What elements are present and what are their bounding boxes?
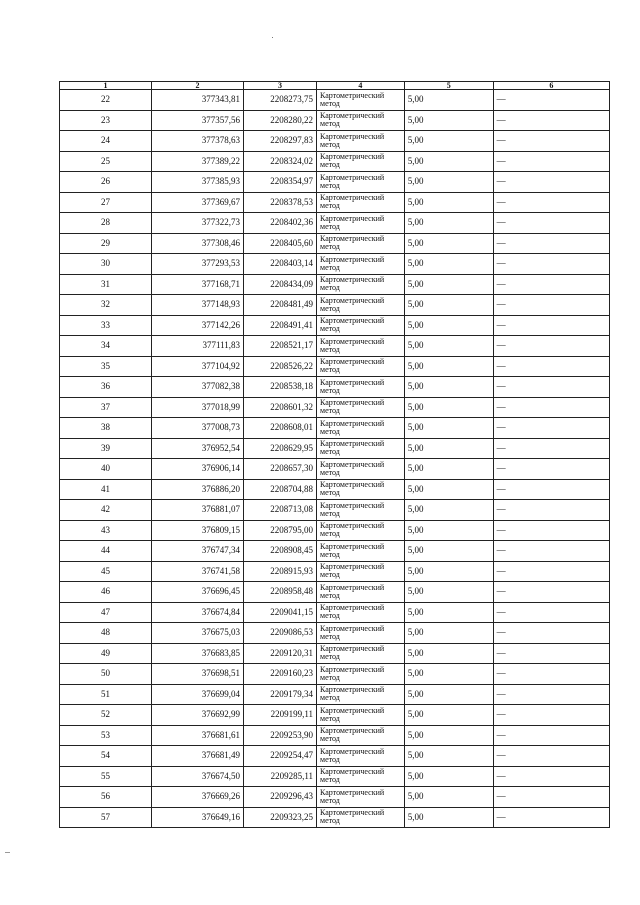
method-cell: Картометрический метод — [317, 213, 405, 234]
accuracy-cell: 5,00 — [404, 643, 493, 664]
x-coordinate-cell: 376952,54 — [152, 438, 244, 459]
y-coordinate-cell: 2208958,48 — [244, 582, 317, 603]
header-cell: 3 — [244, 82, 317, 90]
point-number-cell: 26 — [60, 172, 152, 193]
accuracy-cell: 5,00 — [404, 192, 493, 213]
y-coordinate-cell: 2208795,00 — [244, 520, 317, 541]
accuracy-cell: 5,00 — [404, 110, 493, 131]
x-coordinate-cell: 376692,99 — [152, 705, 244, 726]
y-coordinate-cell: 2208378,53 — [244, 192, 317, 213]
table-row — [60, 397, 610, 418]
method-cell: Картометрический метод — [317, 418, 405, 439]
accuracy-cell: 5,00 — [404, 131, 493, 152]
x-coordinate-cell: 377142,26 — [152, 315, 244, 336]
method-cell: Картометрический метод — [317, 725, 405, 746]
note-cell: — — [493, 336, 609, 357]
point-number-cell: 52 — [60, 705, 152, 726]
point-number-cell: 53 — [60, 725, 152, 746]
scan-mark — [5, 852, 10, 853]
y-coordinate-cell: 2208538,18 — [244, 377, 317, 398]
method-cell: Картометрический метод — [317, 131, 405, 152]
method-cell: Картометрический метод — [317, 807, 405, 828]
note-cell: — — [493, 479, 609, 500]
table-row — [60, 746, 610, 767]
method-cell: Картометрический метод — [317, 520, 405, 541]
table-row — [60, 602, 610, 623]
point-number-cell: 34 — [60, 336, 152, 357]
point-number-cell: 44 — [60, 541, 152, 562]
x-coordinate-cell: 377308,46 — [152, 233, 244, 254]
note-cell: — — [493, 438, 609, 459]
accuracy-cell: 5,00 — [404, 315, 493, 336]
x-coordinate-cell: 377357,56 — [152, 110, 244, 131]
note-cell: — — [493, 766, 609, 787]
y-coordinate-cell: 2208405,60 — [244, 233, 317, 254]
method-cell: Картометрический метод — [317, 500, 405, 521]
note-cell: — — [493, 807, 609, 828]
x-coordinate-cell: 376669,26 — [152, 787, 244, 808]
point-number-cell: 30 — [60, 254, 152, 275]
point-number-cell: 42 — [60, 500, 152, 521]
y-coordinate-cell: 2209254,47 — [244, 746, 317, 767]
accuracy-cell: 5,00 — [404, 684, 493, 705]
scan-dot — [272, 37, 273, 38]
point-number-cell: 56 — [60, 787, 152, 808]
table-row — [60, 213, 610, 234]
point-number-cell: 32 — [60, 295, 152, 316]
x-coordinate-cell: 377148,93 — [152, 295, 244, 316]
y-coordinate-cell: 2209253,90 — [244, 725, 317, 746]
table-row — [60, 131, 610, 152]
point-number-cell: 35 — [60, 356, 152, 377]
accuracy-cell: 5,00 — [404, 500, 493, 521]
y-coordinate-cell: 2208915,93 — [244, 561, 317, 582]
note-cell: — — [493, 172, 609, 193]
header-cell: 1 — [60, 82, 152, 90]
method-cell: Картометрический метод — [317, 459, 405, 480]
table-row — [60, 459, 610, 480]
x-coordinate-cell: 377322,73 — [152, 213, 244, 234]
y-coordinate-cell: 2208601,32 — [244, 397, 317, 418]
x-coordinate-cell: 376741,58 — [152, 561, 244, 582]
x-coordinate-cell: 376696,45 — [152, 582, 244, 603]
point-number-cell: 28 — [60, 213, 152, 234]
table-row — [60, 541, 610, 562]
method-cell: Картометрический метод — [317, 90, 405, 111]
y-coordinate-cell: 2208608,01 — [244, 418, 317, 439]
point-number-cell: 40 — [60, 459, 152, 480]
table-row — [60, 582, 610, 603]
note-cell: — — [493, 418, 609, 439]
x-coordinate-cell: 376809,15 — [152, 520, 244, 541]
point-number-cell: 31 — [60, 274, 152, 295]
point-number-cell: 37 — [60, 397, 152, 418]
note-cell: — — [493, 500, 609, 521]
x-coordinate-cell: 377385,93 — [152, 172, 244, 193]
table-body — [60, 82, 610, 828]
y-coordinate-cell: 2209086,53 — [244, 623, 317, 644]
accuracy-cell: 5,00 — [404, 90, 493, 111]
note-cell: — — [493, 274, 609, 295]
header-row — [60, 82, 610, 90]
y-coordinate-cell: 2209296,43 — [244, 787, 317, 808]
method-cell: Картометрический метод — [317, 377, 405, 398]
note-cell: — — [493, 684, 609, 705]
accuracy-cell: 5,00 — [404, 664, 493, 685]
accuracy-cell: 5,00 — [404, 438, 493, 459]
header-cell: 4 — [317, 82, 405, 90]
point-number-cell: 50 — [60, 664, 152, 685]
point-number-cell: 45 — [60, 561, 152, 582]
header-cell: 2 — [152, 82, 244, 90]
point-number-cell: 23 — [60, 110, 152, 131]
table-row — [60, 315, 610, 336]
note-cell: — — [493, 192, 609, 213]
y-coordinate-cell: 2208434,09 — [244, 274, 317, 295]
method-cell: Картометрический метод — [317, 356, 405, 377]
method-cell: Картометрический метод — [317, 602, 405, 623]
note-cell: — — [493, 295, 609, 316]
note-cell: — — [493, 561, 609, 582]
method-cell: Картометрический метод — [317, 274, 405, 295]
accuracy-cell: 5,00 — [404, 418, 493, 439]
point-number-cell: 33 — [60, 315, 152, 336]
point-number-cell: 51 — [60, 684, 152, 705]
accuracy-cell: 5,00 — [404, 356, 493, 377]
accuracy-cell: 5,00 — [404, 602, 493, 623]
table-row — [60, 233, 610, 254]
y-coordinate-cell: 2208297,83 — [244, 131, 317, 152]
x-coordinate-cell: 376681,49 — [152, 746, 244, 767]
y-coordinate-cell: 2209199,11 — [244, 705, 317, 726]
point-number-cell: 25 — [60, 151, 152, 172]
point-number-cell: 29 — [60, 233, 152, 254]
method-cell: Картометрический метод — [317, 582, 405, 603]
accuracy-cell: 5,00 — [404, 397, 493, 418]
y-coordinate-cell: 2209041,15 — [244, 602, 317, 623]
header-cell: 6 — [493, 82, 609, 90]
accuracy-cell: 5,00 — [404, 295, 493, 316]
x-coordinate-cell: 376906,14 — [152, 459, 244, 480]
method-cell: Картометрический метод — [317, 315, 405, 336]
x-coordinate-cell: 377378,63 — [152, 131, 244, 152]
note-cell: — — [493, 664, 609, 685]
table-row — [60, 377, 610, 398]
y-coordinate-cell: 2209323,25 — [244, 807, 317, 828]
method-cell: Картометрический метод — [317, 438, 405, 459]
note-cell: — — [493, 705, 609, 726]
x-coordinate-cell: 377389,22 — [152, 151, 244, 172]
table-row — [60, 623, 610, 644]
accuracy-cell: 5,00 — [404, 377, 493, 398]
x-coordinate-cell: 377343,81 — [152, 90, 244, 111]
table-row — [60, 643, 610, 664]
x-coordinate-cell: 377008,73 — [152, 418, 244, 439]
y-coordinate-cell: 2208403,14 — [244, 254, 317, 275]
x-coordinate-cell: 377082,38 — [152, 377, 244, 398]
point-number-cell: 38 — [60, 418, 152, 439]
x-coordinate-cell: 376683,85 — [152, 643, 244, 664]
table-row — [60, 500, 610, 521]
method-cell: Картометрический метод — [317, 684, 405, 705]
point-number-cell: 22 — [60, 90, 152, 111]
method-cell: Картометрический метод — [317, 766, 405, 787]
x-coordinate-cell: 376674,84 — [152, 602, 244, 623]
accuracy-cell: 5,00 — [404, 766, 493, 787]
point-number-cell: 27 — [60, 192, 152, 213]
header-cell: 5 — [404, 82, 493, 90]
accuracy-cell: 5,00 — [404, 520, 493, 541]
method-cell: Картометрический метод — [317, 172, 405, 193]
accuracy-cell: 5,00 — [404, 336, 493, 357]
table-row — [60, 561, 610, 582]
accuracy-cell: 5,00 — [404, 787, 493, 808]
accuracy-cell: 5,00 — [404, 582, 493, 603]
accuracy-cell: 5,00 — [404, 254, 493, 275]
note-cell: — — [493, 356, 609, 377]
accuracy-cell: 5,00 — [404, 151, 493, 172]
x-coordinate-cell: 377104,92 — [152, 356, 244, 377]
x-coordinate-cell: 376681,61 — [152, 725, 244, 746]
point-number-cell: 43 — [60, 520, 152, 541]
point-number-cell: 39 — [60, 438, 152, 459]
table-row — [60, 438, 610, 459]
note-cell: — — [493, 90, 609, 111]
y-coordinate-cell: 2208704,88 — [244, 479, 317, 500]
note-cell: — — [493, 725, 609, 746]
note-cell: — — [493, 623, 609, 644]
method-cell: Картометрический метод — [317, 336, 405, 357]
point-number-cell: 57 — [60, 807, 152, 828]
note-cell: — — [493, 315, 609, 336]
accuracy-cell: 5,00 — [404, 746, 493, 767]
x-coordinate-cell: 377111,83 — [152, 336, 244, 357]
note-cell: — — [493, 746, 609, 767]
accuracy-cell: 5,00 — [404, 807, 493, 828]
method-cell: Картометрический метод — [317, 746, 405, 767]
note-cell: — — [493, 254, 609, 275]
y-coordinate-cell: 2208273,75 — [244, 90, 317, 111]
method-cell: Картометрический метод — [317, 623, 405, 644]
y-coordinate-cell: 2208521,17 — [244, 336, 317, 357]
y-coordinate-cell: 2209160,23 — [244, 664, 317, 685]
x-coordinate-cell: 377293,53 — [152, 254, 244, 275]
table-row — [60, 664, 610, 685]
x-coordinate-cell: 376698,51 — [152, 664, 244, 685]
table-row — [60, 356, 610, 377]
accuracy-cell: 5,00 — [404, 459, 493, 480]
x-coordinate-cell: 376747,34 — [152, 541, 244, 562]
method-cell: Картометрический метод — [317, 110, 405, 131]
note-cell: — — [493, 582, 609, 603]
table-row — [60, 807, 610, 828]
accuracy-cell: 5,00 — [404, 705, 493, 726]
table-row — [60, 766, 610, 787]
y-coordinate-cell: 2209285,11 — [244, 766, 317, 787]
table-row — [60, 336, 610, 357]
y-coordinate-cell: 2208713,08 — [244, 500, 317, 521]
note-cell: — — [493, 397, 609, 418]
point-number-cell: 48 — [60, 623, 152, 644]
table-row — [60, 705, 610, 726]
accuracy-cell: 5,00 — [404, 172, 493, 193]
table-row — [60, 110, 610, 131]
x-coordinate-cell: 376886,20 — [152, 479, 244, 500]
accuracy-cell: 5,00 — [404, 541, 493, 562]
note-cell: — — [493, 131, 609, 152]
note-cell: — — [493, 459, 609, 480]
method-cell: Картометрический метод — [317, 295, 405, 316]
x-coordinate-cell: 377168,71 — [152, 274, 244, 295]
accuracy-cell: 5,00 — [404, 233, 493, 254]
note-cell: — — [493, 541, 609, 562]
y-coordinate-cell: 2208324,02 — [244, 151, 317, 172]
y-coordinate-cell: 2208526,22 — [244, 356, 317, 377]
accuracy-cell: 5,00 — [404, 725, 493, 746]
table-row — [60, 274, 610, 295]
note-cell: — — [493, 787, 609, 808]
x-coordinate-cell: 376649,16 — [152, 807, 244, 828]
x-coordinate-cell: 377369,67 — [152, 192, 244, 213]
accuracy-cell: 5,00 — [404, 623, 493, 644]
y-coordinate-cell: 2208629,95 — [244, 438, 317, 459]
x-coordinate-cell: 376699,04 — [152, 684, 244, 705]
note-cell: — — [493, 643, 609, 664]
note-cell: — — [493, 151, 609, 172]
method-cell: Картометрический метод — [317, 561, 405, 582]
accuracy-cell: 5,00 — [404, 561, 493, 582]
table-row — [60, 254, 610, 275]
accuracy-cell: 5,00 — [404, 213, 493, 234]
y-coordinate-cell: 2208491,41 — [244, 315, 317, 336]
method-cell: Картометрический метод — [317, 787, 405, 808]
table-row — [60, 192, 610, 213]
note-cell: — — [493, 233, 609, 254]
y-coordinate-cell: 2208354,97 — [244, 172, 317, 193]
table-row — [60, 151, 610, 172]
accuracy-cell: 5,00 — [404, 479, 493, 500]
note-cell: — — [493, 520, 609, 541]
method-cell: Картометрический метод — [317, 233, 405, 254]
point-number-cell: 24 — [60, 131, 152, 152]
coordinates-table — [59, 81, 610, 828]
method-cell: Картометрический метод — [317, 151, 405, 172]
table-row — [60, 418, 610, 439]
method-cell: Картометрический метод — [317, 397, 405, 418]
accuracy-cell: 5,00 — [404, 274, 493, 295]
point-number-cell: 55 — [60, 766, 152, 787]
point-number-cell: 41 — [60, 479, 152, 500]
point-number-cell: 36 — [60, 377, 152, 398]
table-row — [60, 479, 610, 500]
x-coordinate-cell: 376881,07 — [152, 500, 244, 521]
note-cell: — — [493, 213, 609, 234]
table-row — [60, 684, 610, 705]
method-cell: Картометрический метод — [317, 192, 405, 213]
method-cell: Картометрический метод — [317, 541, 405, 562]
y-coordinate-cell: 2208402,36 — [244, 213, 317, 234]
table-row — [60, 520, 610, 541]
method-cell: Картометрический метод — [317, 705, 405, 726]
table-row — [60, 787, 610, 808]
method-cell: Картометрический метод — [317, 254, 405, 275]
method-cell: Картометрический метод — [317, 479, 405, 500]
y-coordinate-cell: 2209179,34 — [244, 684, 317, 705]
point-number-cell: 47 — [60, 602, 152, 623]
x-coordinate-cell: 376674,50 — [152, 766, 244, 787]
method-cell: Картометрический метод — [317, 643, 405, 664]
table-row — [60, 725, 610, 746]
y-coordinate-cell: 2208657,30 — [244, 459, 317, 480]
x-coordinate-cell: 377018,99 — [152, 397, 244, 418]
note-cell: — — [493, 602, 609, 623]
y-coordinate-cell: 2208908,45 — [244, 541, 317, 562]
table-row — [60, 172, 610, 193]
y-coordinate-cell: 2209120,31 — [244, 643, 317, 664]
point-number-cell: 54 — [60, 746, 152, 767]
y-coordinate-cell: 2208280,22 — [244, 110, 317, 131]
y-coordinate-cell: 2208481,49 — [244, 295, 317, 316]
table-row — [60, 295, 610, 316]
method-cell: Картометрический метод — [317, 664, 405, 685]
note-cell: — — [493, 110, 609, 131]
point-number-cell: 49 — [60, 643, 152, 664]
table-row — [60, 90, 610, 111]
x-coordinate-cell: 376675,03 — [152, 623, 244, 644]
point-number-cell: 46 — [60, 582, 152, 603]
note-cell: — — [493, 377, 609, 398]
